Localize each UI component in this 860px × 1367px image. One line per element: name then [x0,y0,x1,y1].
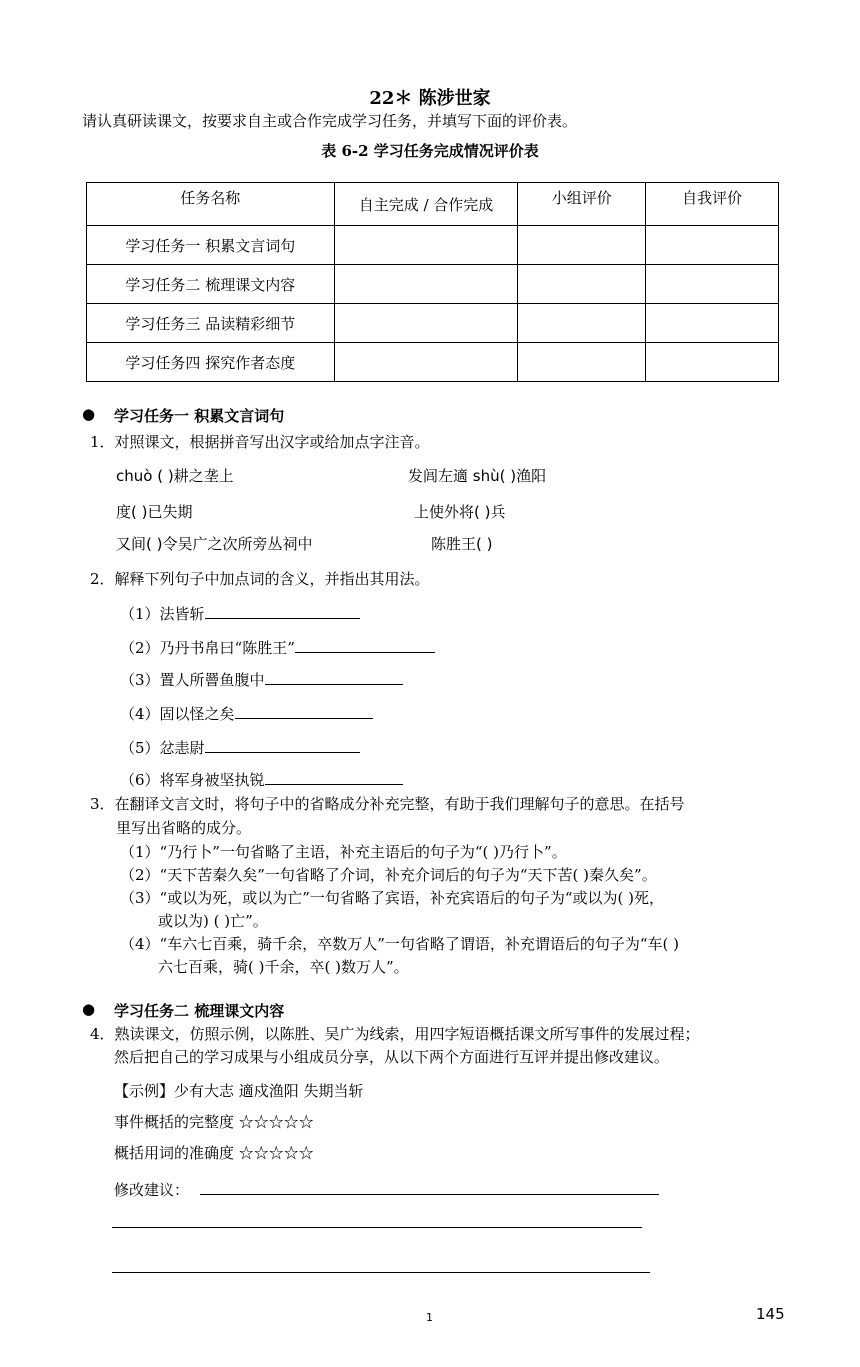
q3-sentence: （4）“车六七百乘，骑千余，卒数万人”一句省略了谓语，补充谓语后的句子为“车( ) [120,935,680,953]
completion-cell[interactable] [334,226,518,265]
rating-accuracy[interactable]: 概括用词的准确度 ☆☆☆☆☆ [114,1144,314,1162]
table-caption: 表 6-2 学习任务完成情况评价表 [321,142,539,160]
page-number: 145 [756,1305,785,1323]
evaluation-table [86,182,779,382]
q2-prompt: 2．解释下列句子中加点词的含义，并指出其用法。 [90,570,430,588]
intro-text: 请认真研读课文，按要求自主或合作完成学习任务，并填写下面的评价表。 [82,112,578,130]
q1-item: 度( )已失期 [116,503,193,521]
q3-sentence: （2）“天下苦秦久矣”一句省略了介词，补充介词后的句子为“天下苦( )秦久矣”。 [120,866,657,884]
q4-prompt: 4．熟读课文，仿照示例，以陈胜、吴广为线索，用四字短语概括课文所写事件的发展过程； [90,1025,700,1043]
task2-heading: 学习任务二 梳理课文内容 [114,1002,285,1020]
table-row [87,304,779,343]
q2-item: （4）固以怪之矣 [120,702,373,724]
task1-heading: 学习任务一 积累文言词句 [114,407,285,425]
q3-sentence: （1）“乃行卜”一句省略了主语，补充主语后的句子为“( )乃行卜”。 [120,843,567,861]
header-task-name: 任务名称 [87,183,335,226]
answer-blank[interactable] [265,768,403,785]
q3-sentence-cont: 或以为) ( )亡”。 [158,912,268,930]
suggestion-line[interactable] [200,1194,659,1195]
table-row [87,226,779,265]
bullet-icon: ● [82,405,96,423]
q4-prompt-cont: 然后把自己的学习成果与小组成员分享，从以下两个方面进行互评并提出修改建议。 [114,1048,670,1066]
table-row [87,265,779,304]
task-name-cell: 学习任务三 品读精彩细节 [87,304,335,343]
suggestion-line[interactable] [112,1272,650,1273]
self-eval-cell[interactable] [646,304,779,343]
completion-cell[interactable] [334,304,518,343]
q2-item: （2）乃丹书帛曰“陈胜王” [120,636,435,658]
table-header-row [87,183,779,226]
page-marker: 1 [426,1311,433,1324]
q1-item: 发闾左適 shù( )渔阳 [408,467,547,485]
header-group-eval: 小组评价 [518,183,646,226]
page-title: 22＊ 陈涉世家 [369,88,491,109]
q1-item: 又间( )令吴广之次所旁丛祠中 [116,535,313,553]
bullet-icon: ● [82,1000,96,1018]
suggestion-label: 修改建议： [114,1181,190,1199]
task-name-cell: 学习任务四 探究作者态度 [87,343,335,382]
self-eval-cell[interactable] [646,343,779,382]
group-eval-cell[interactable] [518,304,646,343]
answer-blank[interactable] [205,602,360,619]
q3-prompt: 3．在翻译文言文时，将句子中的省略成分补充完整，有助于我们理解句子的意思。在括号 [90,795,685,813]
q1-item: 上使外将( )兵 [414,503,506,521]
q2-item: （6）将军身被坚执锐 [120,768,403,790]
q2-item: （3）置人所罾鱼腹中 [120,668,403,690]
completion-cell[interactable] [334,265,518,304]
q3-sentence-cont: 六七百乘，骑( )千余，卒( )数万人”。 [158,958,409,976]
self-eval-cell[interactable] [646,226,779,265]
q3-sentence: （3）“或以为死，或以为亡”一句省略了宾语，补充宾语后的句子为“或以为( )死， [120,889,665,907]
answer-blank[interactable] [265,668,403,685]
task-name-cell: 学习任务二 梳理课文内容 [87,265,335,304]
completion-cell[interactable] [334,343,518,382]
example-text: 【示例】少有大志 適戍渔阳 失期当斩 [114,1082,364,1100]
q1-prompt: 1．对照课文，根据拼音写出汉字或给加点字注音。 [90,433,430,451]
q2-item: （1）法皆斩 [120,602,360,624]
q1-item: chuò ( )耕之垄上 [116,467,234,485]
answer-blank[interactable] [205,736,360,753]
task-name-cell: 学习任务一 积累文言词句 [87,226,335,265]
group-eval-cell[interactable] [518,343,646,382]
group-eval-cell[interactable] [518,226,646,265]
rating-completeness[interactable]: 事件概括的完整度 ☆☆☆☆☆ [114,1113,314,1131]
suggestion-line[interactable] [112,1227,642,1228]
group-eval-cell[interactable] [518,265,646,304]
q2-item: （5）忿恚尉 [120,736,360,758]
q3-prompt-cont: 里写出省略的成分。 [116,819,252,837]
answer-blank[interactable] [235,702,373,719]
self-eval-cell[interactable] [646,265,779,304]
header-completion: 自主完成 / 合作完成 [334,183,518,226]
header-self-eval: 自我评价 [646,183,779,226]
table-row [87,343,779,382]
answer-blank[interactable] [295,636,435,653]
q1-item: 陈胜王( ) [431,535,493,553]
